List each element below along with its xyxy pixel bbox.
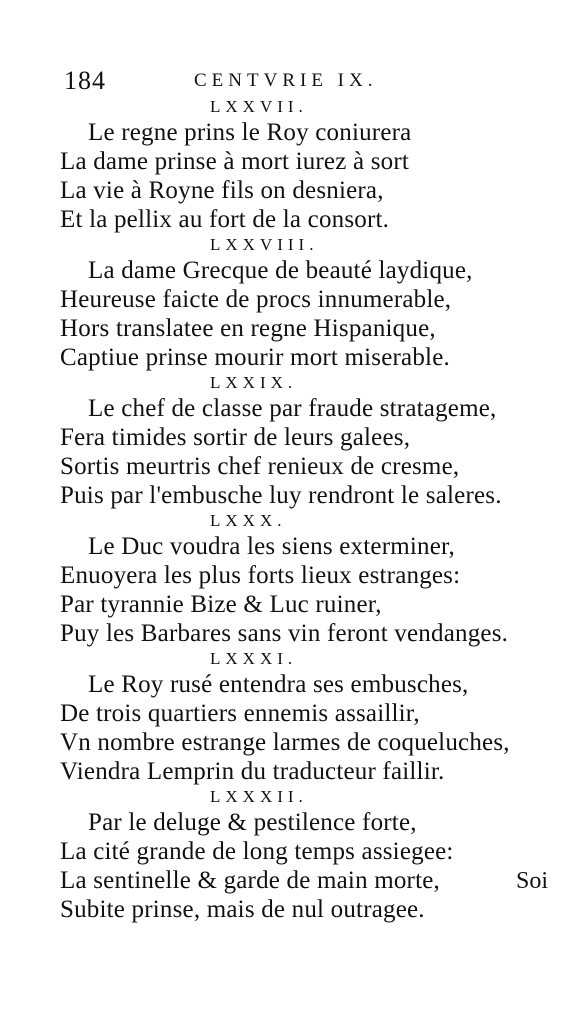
stanza	[60, 510, 530, 648]
stanza	[60, 234, 530, 372]
verse-line: Le chef de classe par fraude stratageme,	[88, 395, 497, 422]
verse-line: Le regne prins le Roy coniurera	[88, 119, 412, 146]
verse-line: Et la pellix au fort de la consort.	[60, 206, 390, 233]
stanza-number: LXXX.	[210, 511, 287, 530]
verse-line: Le Duc voudra les siens exterminer,	[88, 533, 455, 560]
page-header	[64, 66, 424, 96]
stanza-number: LXXXII.	[210, 787, 308, 806]
verse-text	[60, 96, 530, 924]
verse-line: De trois quartiers ennemis assaillir,	[60, 700, 420, 727]
page-number: 184	[64, 66, 106, 95]
verse-line: Sortis meurtris chef renieux de cresme,	[60, 453, 460, 480]
running-title: CENTVRIE IX.	[194, 70, 378, 91]
verse-line: Puy les Barbares sans vin feront vendanges.	[60, 620, 509, 647]
verse-line: Fera timides sortir de leurs galees,	[60, 424, 411, 451]
stanza-number: LXXVII.	[210, 97, 308, 116]
verse-line: Viendra Lemprin du traducteur faillir.	[60, 758, 445, 785]
verse-line: La dame Grecque de beauté laydique,	[88, 257, 473, 284]
verse-line: Hors translatee en regne Hispanique,	[60, 315, 436, 342]
verse-line: La vie à Royne fils on desniera,	[60, 177, 384, 204]
verse-line: Subite prinse, mais de nul outragee.	[60, 896, 425, 923]
verse-line: Puis par l'embusche luy rendront le saleres.	[60, 482, 502, 509]
verse-line: La sentinelle & garde de main morte,	[60, 867, 440, 894]
verse-line: Par tyrannie Bize & Luc ruiner,	[60, 591, 382, 618]
stanza	[60, 372, 530, 510]
verse-line: Le Roy rusé entendra ses embusches,	[88, 671, 469, 698]
verse-line: Captiue prinse mourir mort miserable.	[60, 344, 450, 371]
verse-line: La cité grande de long temps assiegee:	[60, 838, 454, 865]
catchword: Soi	[515, 868, 548, 894]
stanza	[60, 96, 530, 234]
verse-line: Heureuse faicte de procs innumerable,	[60, 286, 452, 313]
verse-line: Enuoyera les plus forts lieux estranges:	[60, 562, 461, 589]
stanza-number: LXXVIII.	[210, 235, 319, 254]
verse-line: La dame prinse à mort iurez à sort	[60, 148, 410, 175]
verse-line: Vn nombre estrange larmes de coqueluches,	[60, 729, 510, 756]
stanza	[60, 648, 530, 786]
stanza-number: LXXIX.	[210, 373, 298, 392]
stanza-number: LXXXI.	[210, 649, 298, 668]
stanza	[60, 786, 530, 924]
verse-line: Par le deluge & pestilence forte,	[88, 809, 417, 836]
